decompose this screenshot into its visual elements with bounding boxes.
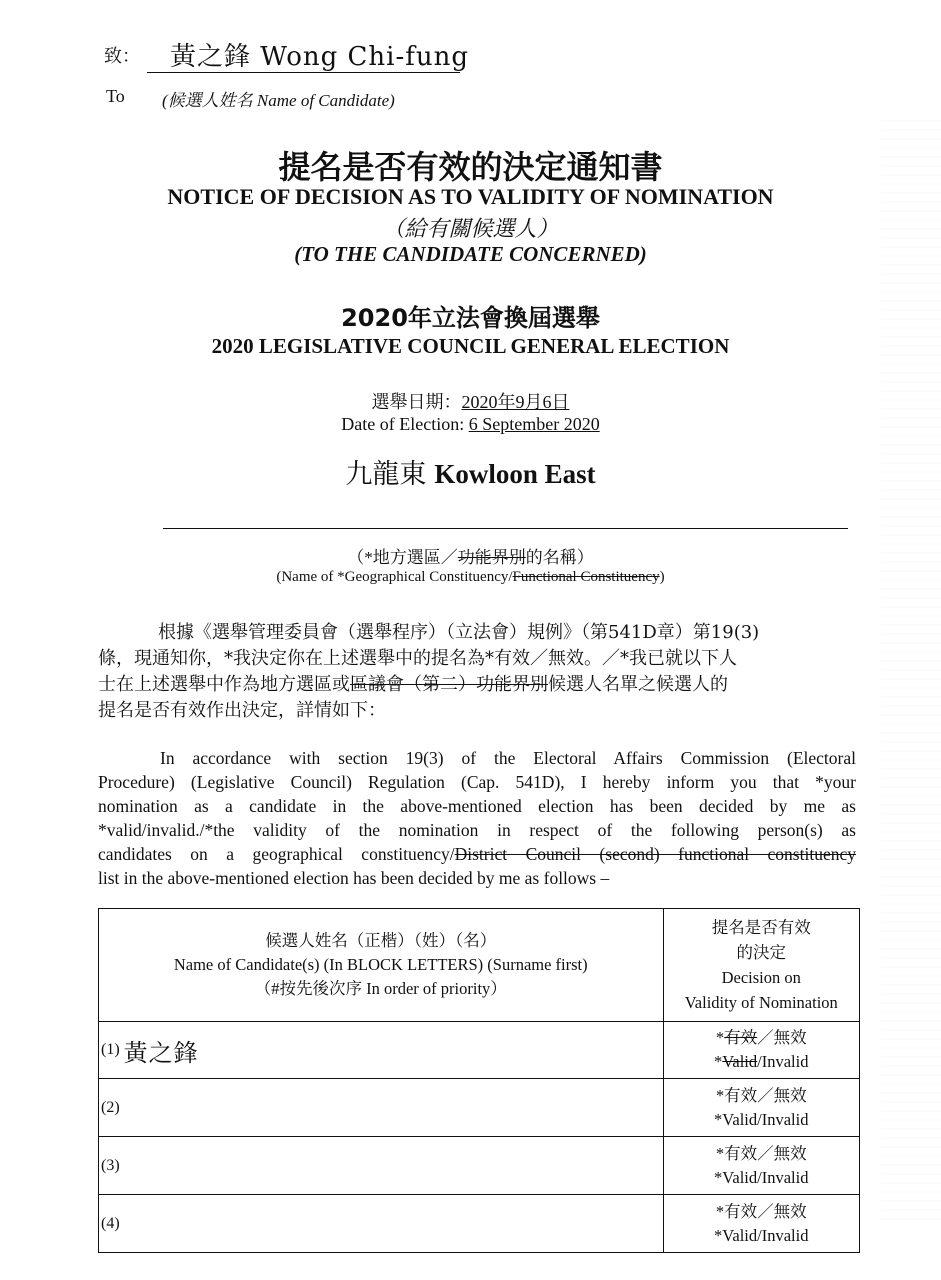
decision-en: *Valid/Invalid — [714, 1109, 809, 1129]
election-date-zh — [0, 388, 941, 414]
notice-title-en: NOTICE OF DECISION AS TO VALIDITY OF NOMINATION — [167, 184, 774, 209]
header-decision-line: 提名是否有效 — [711, 918, 811, 937]
candidate-decision-table — [98, 908, 860, 1253]
addressee-caption: (候選人姓名 Name of Candidate) — [162, 91, 395, 110]
decision-cell — [663, 1022, 859, 1079]
decision-zh: *有效／無效 — [715, 1143, 807, 1163]
decision-zh-star: * — [715, 1028, 725, 1047]
row-index: (3) — [101, 1156, 120, 1174]
paragraph-en-line: nomination as a candidate in the above-mentioned election has been decided by me as — [98, 796, 856, 816]
notice-subtitle-zh: （給有關候選人） — [382, 216, 559, 241]
constituency-en: Kowloon East — [434, 459, 596, 489]
addressee-underline — [147, 72, 460, 73]
election-date-zh-label: 選舉日期： — [371, 392, 462, 412]
paragraph-en-line: Procedure) (Legislative Council) Regulation (Cap. 541D), I hereby inform you that *your — [98, 772, 856, 792]
paragraph-zh-line3-struck: 區議會（第二）功能界別 — [350, 674, 548, 695]
decision-en-struck: Valid — [722, 1052, 758, 1071]
election-date-en-value: 6 September 2020 — [468, 414, 600, 434]
decision-cell — [663, 1079, 859, 1137]
caption-en-post: ) — [659, 569, 665, 585]
paragraph-zh-line — [98, 672, 858, 698]
header-name-line: （#按先後次序 In order of priority） — [254, 979, 507, 998]
decision-zh: *有效／無效 — [715, 1201, 807, 1221]
election-date-en — [0, 414, 941, 435]
table-row — [99, 1137, 860, 1195]
candidate-name-entry: 黃之鋒 — [123, 1038, 199, 1067]
caption-en-pre: (Name of *Geographical Constituency/ — [276, 569, 513, 585]
notice-title-zh: 提名是否有效的決定通知書 — [278, 148, 663, 186]
candidate-name-handwritten: 黃之鋒 Wong Chi-fung — [170, 42, 470, 72]
paragraph-en-line5-struck: District Council (second) functional constituency — [454, 844, 856, 864]
decision-en: *Valid/Invalid — [714, 1167, 809, 1187]
constituency-zh: 九龍東 — [345, 459, 427, 490]
constituency-caption-en — [0, 569, 941, 586]
decision-zh: *有效／無效 — [715, 1085, 807, 1105]
header-decision-line: 的決定 — [736, 943, 786, 962]
paragraph-en-line5-pre: candidates on a geographical constituency/ — [98, 844, 455, 864]
paragraph-en — [98, 746, 856, 890]
table-row — [99, 1195, 860, 1253]
election-date-en-label: Date of Election: — [341, 414, 469, 434]
notice-subtitle-en: (TO THE CANDIDATE CONCERNED) — [294, 242, 647, 266]
header-candidate-name — [99, 909, 664, 1022]
decision-en — [664, 1050, 859, 1074]
paragraph-zh-line3-post: 候選人名單之候選人的 — [548, 674, 728, 695]
paragraph-en-line: list in the above-mentioned election has been decided by me as follows – — [98, 868, 610, 888]
to-label-en: To — [106, 86, 125, 106]
paragraph-en-line: *valid/invalid./*the validity of the nomination in respect of the following person(s) as — [98, 820, 856, 840]
paragraph-zh — [98, 620, 858, 724]
decision-cell — [663, 1195, 859, 1253]
header-name-line: Name of Candidate(s) (In BLOCK LETTERS) (Surname first) — [173, 955, 588, 974]
table-row — [99, 1022, 860, 1079]
to-label-zh: 致： — [104, 46, 140, 66]
decision-zh — [664, 1026, 859, 1050]
caption-en-struck: Functional Constituency — [512, 569, 660, 585]
candidate-cell — [99, 1022, 664, 1079]
election-title-en: 2020 LEGISLATIVE COUNCIL GENERAL ELECTION — [211, 334, 730, 358]
paragraph-en-line: In accordance with section 19(3) of the Electoral Affairs Commission (Electoral — [160, 748, 856, 768]
constituency-caption-zh — [0, 543, 941, 568]
row-index: (2) — [101, 1098, 120, 1116]
caption-zh-post: 的名稱） — [525, 548, 594, 567]
decision-en: *Valid/Invalid — [714, 1225, 809, 1245]
decision-cell — [663, 1137, 859, 1195]
header-decision-line: Validity of Nomination — [684, 993, 838, 1012]
candidate-cell — [99, 1079, 664, 1137]
election-date-zh-value: 2020年9月6日 — [461, 392, 570, 412]
table-header-row — [99, 909, 860, 1022]
row-index: (4) — [101, 1214, 120, 1232]
table-row — [99, 1079, 860, 1137]
paragraph-zh-line: 根據《選舉管理委員會（選舉程序）（立法會）規例》（第541D章）第19(3) — [158, 622, 760, 643]
constituency-rule — [163, 528, 848, 529]
paragraph-zh-line3-pre: 士在上述選舉中作為地方選區或 — [98, 674, 350, 695]
caption-zh-struck: 功能界別 — [457, 548, 526, 567]
election-title-zh: 2020年立法會換屆選舉 — [341, 304, 600, 332]
candidate-cell — [99, 1137, 664, 1195]
decision-zh-struck: 有效 — [724, 1028, 758, 1047]
row-index: (1) — [101, 1040, 120, 1058]
paragraph-en-line — [98, 842, 856, 866]
header-name-line: 候選人姓名（正楷）（姓）（名） — [265, 931, 497, 950]
constituency-heading — [0, 452, 941, 491]
scan-speckle-texture — [881, 120, 941, 1220]
header-decision-line: Decision on — [721, 968, 801, 987]
decision-en-rest: /Invalid — [757, 1052, 809, 1071]
paragraph-zh-line: 條，現通知你，*我決定你在上述選舉中的提名為*有效／無效。／*我已就以下人 — [98, 648, 737, 669]
paragraph-zh-line: 提名是否有效作出決定，詳情如下： — [98, 700, 386, 721]
candidate-cell — [99, 1195, 664, 1253]
caption-zh-pre: （*地方選區／ — [347, 548, 458, 567]
header-decision — [663, 909, 859, 1022]
decision-en-star: * — [714, 1052, 723, 1071]
decision-zh-rest: ／無效 — [757, 1028, 807, 1047]
